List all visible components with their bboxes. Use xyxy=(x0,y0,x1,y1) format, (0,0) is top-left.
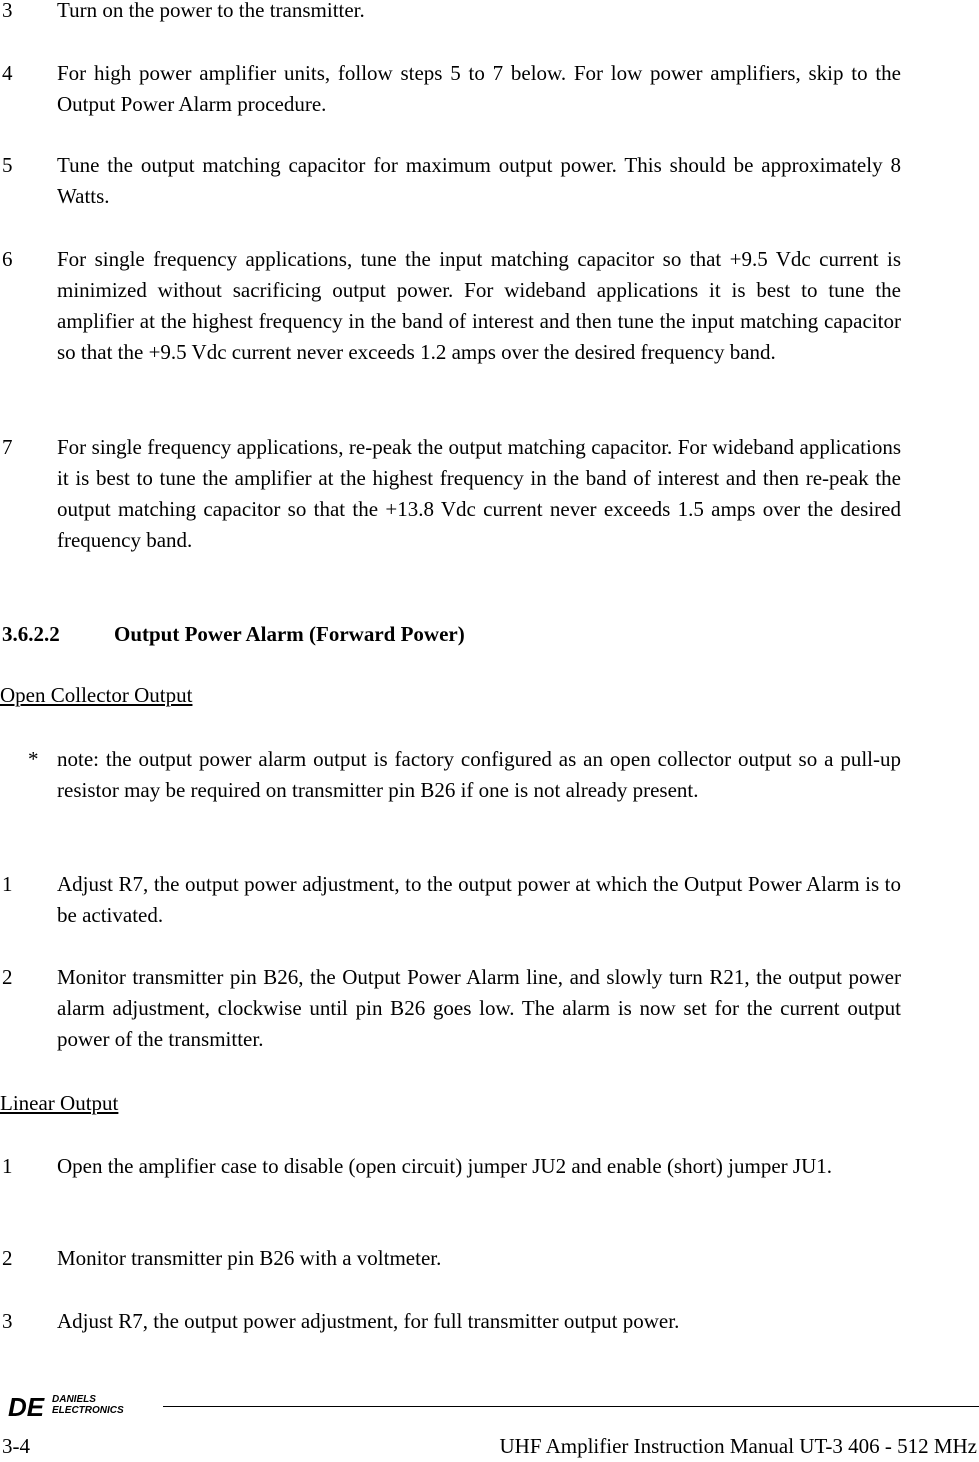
note-text: note: the output power alarm output is factory configured as an open collector output so a pull-up resistor may be required on transmitter pin B26 if one is not already present. xyxy=(57,747,901,802)
page-number: 3-4 xyxy=(2,1434,30,1458)
step-number: 4 xyxy=(2,61,13,85)
step-number: 5 xyxy=(2,153,13,177)
step-text: For single frequency applications, re-peak the output matching capacitor. For wideband applications it is best to tune the amplifier at the highest frequency in the band of interest and then re-peak the output matching capacitor so that the +13.8 Vdc current never exceeds 1.5 amps over the desired frequency band. xyxy=(57,435,901,552)
step-text: Monitor transmitter pin B26, the Output Power Alarm line, and slowly turn R21, the output power alarm adjustment, clockwise until pin B26 goes low. The alarm is now set for the current output power of the transmitter. xyxy=(57,965,901,1051)
step-text: For single frequency applications, tune the input matching capacitor so that +9.5 Vdc current is minimized without sacrificing output power. For wideband applications it is best to tune the amplifier at the highest frequency in the band of interest and then tune the input matching capacitor so that the +9.5 Vdc current never exceeds 1.2 amps over the desired frequency band. xyxy=(57,247,901,364)
section-title: Output Power Alarm (Forward Power) xyxy=(114,622,465,646)
step-text: Tune the output matching capacitor for maximum output power. This should be approximately 8 Watts. xyxy=(57,153,901,208)
step-number: 6 xyxy=(2,247,13,271)
step-text: Adjust R7, the output power adjustment, for full transmitter output power. xyxy=(57,1309,680,1333)
logo-line-2: ELECTRONICS xyxy=(52,1405,124,1416)
logo-text xyxy=(52,1394,124,1416)
manual-title: UHF Amplifier Instruction Manual UT-3 406 - 512 MHz xyxy=(499,1434,977,1458)
step-number: 2 xyxy=(2,1246,13,1270)
step-number: 2 xyxy=(2,965,13,989)
step-text: For high power amplifier units, follow steps 5 to 7 below. For low power amplifiers, skip to the Output Power Alarm procedure. xyxy=(57,61,901,116)
step-number: 3 xyxy=(2,1309,13,1333)
logo-line-1: DANIELS xyxy=(52,1394,96,1405)
logo-mark: DE xyxy=(8,1392,45,1422)
step-number: 3 xyxy=(2,0,13,22)
step-text: Turn on the power to the transmitter. xyxy=(57,0,365,22)
step-text: Monitor transmitter pin B26 with a voltmeter. xyxy=(57,1246,442,1270)
step-text: Open the amplifier case to disable (open circuit) jumper JU2 and enable (short) jumper JU1. xyxy=(57,1154,833,1178)
footer-rule xyxy=(163,1406,979,1407)
linear-heading: Linear Output xyxy=(0,1091,119,1115)
section-number: 3.6.2.2 xyxy=(2,622,60,646)
note-marker: * xyxy=(28,747,39,771)
step-number: 7 xyxy=(2,435,13,459)
step-number: 1 xyxy=(2,1154,13,1178)
section-heading xyxy=(2,619,465,650)
open-collector-heading: Open Collector Output xyxy=(0,683,193,707)
step-number: 1 xyxy=(2,872,13,896)
step-text: Adjust R7, the output power adjustment, to the output power at which the Output Power Alarm is to be activated. xyxy=(57,872,901,927)
